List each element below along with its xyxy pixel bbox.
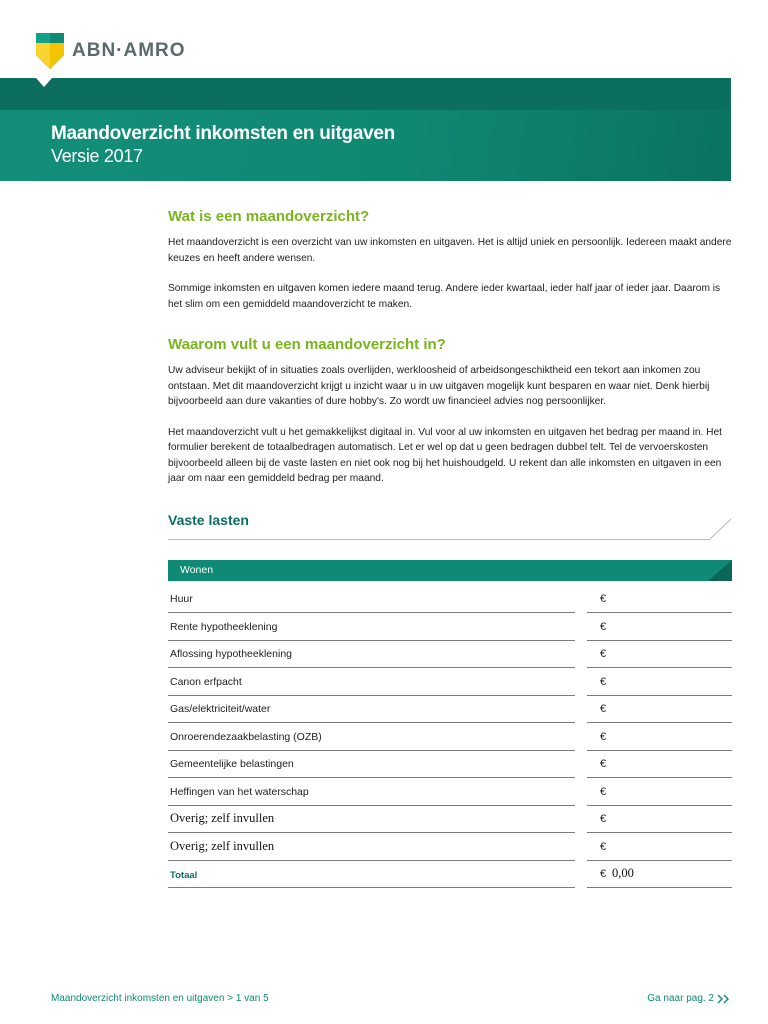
form-row xyxy=(168,834,732,861)
row-label: Rente hypotheeklening xyxy=(170,620,278,633)
form-row xyxy=(168,586,732,613)
group-corner-icon xyxy=(708,560,732,581)
section-why xyxy=(168,336,733,487)
footer-page-info: Maandoverzicht inkomsten en uitgaven > 1 van 5 xyxy=(51,993,269,1004)
total-label: Totaal xyxy=(170,870,198,881)
paragraph: Uw adviseur bekijkt of in situaties zoals overlijden, werkloosheid of arbeidsongeschiktheid een tekort aan inkomen zou ontstaan. Met dit maandoverzicht krijgt u inzicht waar u in uw uitgaven mogelijk kunt besparen en waar niet. Denk hierbij bijvoorbeeld aan dure vakanties of dure hobby's. Zo wordt uw financieel advies nog persoonlijker. xyxy=(168,365,710,407)
form-row xyxy=(168,751,732,778)
euro-sign: € xyxy=(600,785,607,798)
header-notch xyxy=(36,78,52,87)
section-what xyxy=(168,208,733,312)
divider xyxy=(168,539,710,540)
brand-name: ABN·AMRO xyxy=(72,40,186,61)
shield-logo-icon xyxy=(36,33,64,69)
form-section-title: Vaste lasten xyxy=(168,512,249,528)
custom-label-field[interactable]: Overig; zelf invullen xyxy=(170,838,275,853)
euro-sign: € xyxy=(600,840,607,853)
row-label: Aflossing hypotheeklening xyxy=(170,648,293,660)
row-label: Onroerendezaakbelasting (OZB) xyxy=(170,730,322,743)
section-heading: Waarom vult u een maandoverzicht in? xyxy=(168,336,446,353)
euro-sign: € xyxy=(600,758,607,770)
euro-sign: € xyxy=(600,593,607,605)
euro-sign: € xyxy=(600,620,607,633)
group-title: Wonen xyxy=(180,564,214,576)
row-label: Huur xyxy=(170,593,193,605)
euro-sign: € xyxy=(600,703,607,715)
page-title: Maandoverzicht inkomsten en uitgaven xyxy=(51,123,395,144)
row-label: Gas/elektriciteit/water xyxy=(170,703,271,715)
form-row xyxy=(168,779,732,806)
euro-sign: € xyxy=(600,730,607,743)
row-label: Canon erfpacht xyxy=(170,675,242,688)
double-chevron-right-icon[interactable] xyxy=(717,994,731,1004)
paragraph: Het maandoverzicht is een overzicht van uw inkomsten en uitgaven. Het is altijd uniek en persoonlijk. Iedereen maakt andere keuzes en heeft andere wensen. xyxy=(168,237,732,264)
euro-sign: € xyxy=(600,648,607,660)
header-band-top xyxy=(0,78,731,110)
custom-label-field[interactable]: Overig; zelf invullen xyxy=(170,811,275,825)
paragraph: Sommige inkomsten en uitgaven komen iedere maand terug. Andere ieder kwartaal, ieder half jaar of ieder jaar. Daarom is het slim om een gemiddeld maandoverzicht te maken. xyxy=(168,283,721,310)
row-label: Heffingen van het waterschap xyxy=(170,785,309,798)
form-row xyxy=(168,724,732,751)
paragraph: Het maandoverzicht vult u het gemakkelijkst digitaal in. Vul voor al uw inkomsten en uitgaven het bedrag per maand in. Het formulier berekent de totaalbedragen automatisch. Let er wel op dat u geen bedragen dubbel telt. Tel de vervoerskosten bijvoorbeeld alleen bij de vaste lasten en niet ook nog bij het huishoudgeld. U rekent dan alle inkomsten en uitgaven in een jaar om naar een gemiddeld bedrag per maand. xyxy=(168,426,723,484)
next-page-link[interactable] xyxy=(647,993,731,1004)
euro-sign: € xyxy=(600,868,607,880)
form-row xyxy=(168,669,732,696)
row-label: Gemeentelijke belastingen xyxy=(170,758,294,770)
euro-sign: € xyxy=(600,813,607,825)
euro-sign: € xyxy=(600,675,607,688)
divider-corner-icon xyxy=(708,518,738,540)
section-heading: Wat is een maandoverzicht? xyxy=(168,208,370,225)
page-subtitle: Versie 2017 xyxy=(51,146,143,166)
total-row xyxy=(168,861,732,888)
next-page-label[interactable]: Ga naar pag. 2 xyxy=(647,993,714,1004)
label-underline xyxy=(168,887,575,888)
form-row xyxy=(168,806,732,833)
group-header-bar xyxy=(168,560,732,581)
form-row xyxy=(168,641,732,668)
total-amount: 0,00 xyxy=(612,866,634,880)
amount-underline xyxy=(587,887,732,888)
form-row xyxy=(168,696,732,723)
intro-content xyxy=(168,208,733,502)
abn-amro-logo xyxy=(36,33,186,69)
form-row xyxy=(168,614,732,641)
